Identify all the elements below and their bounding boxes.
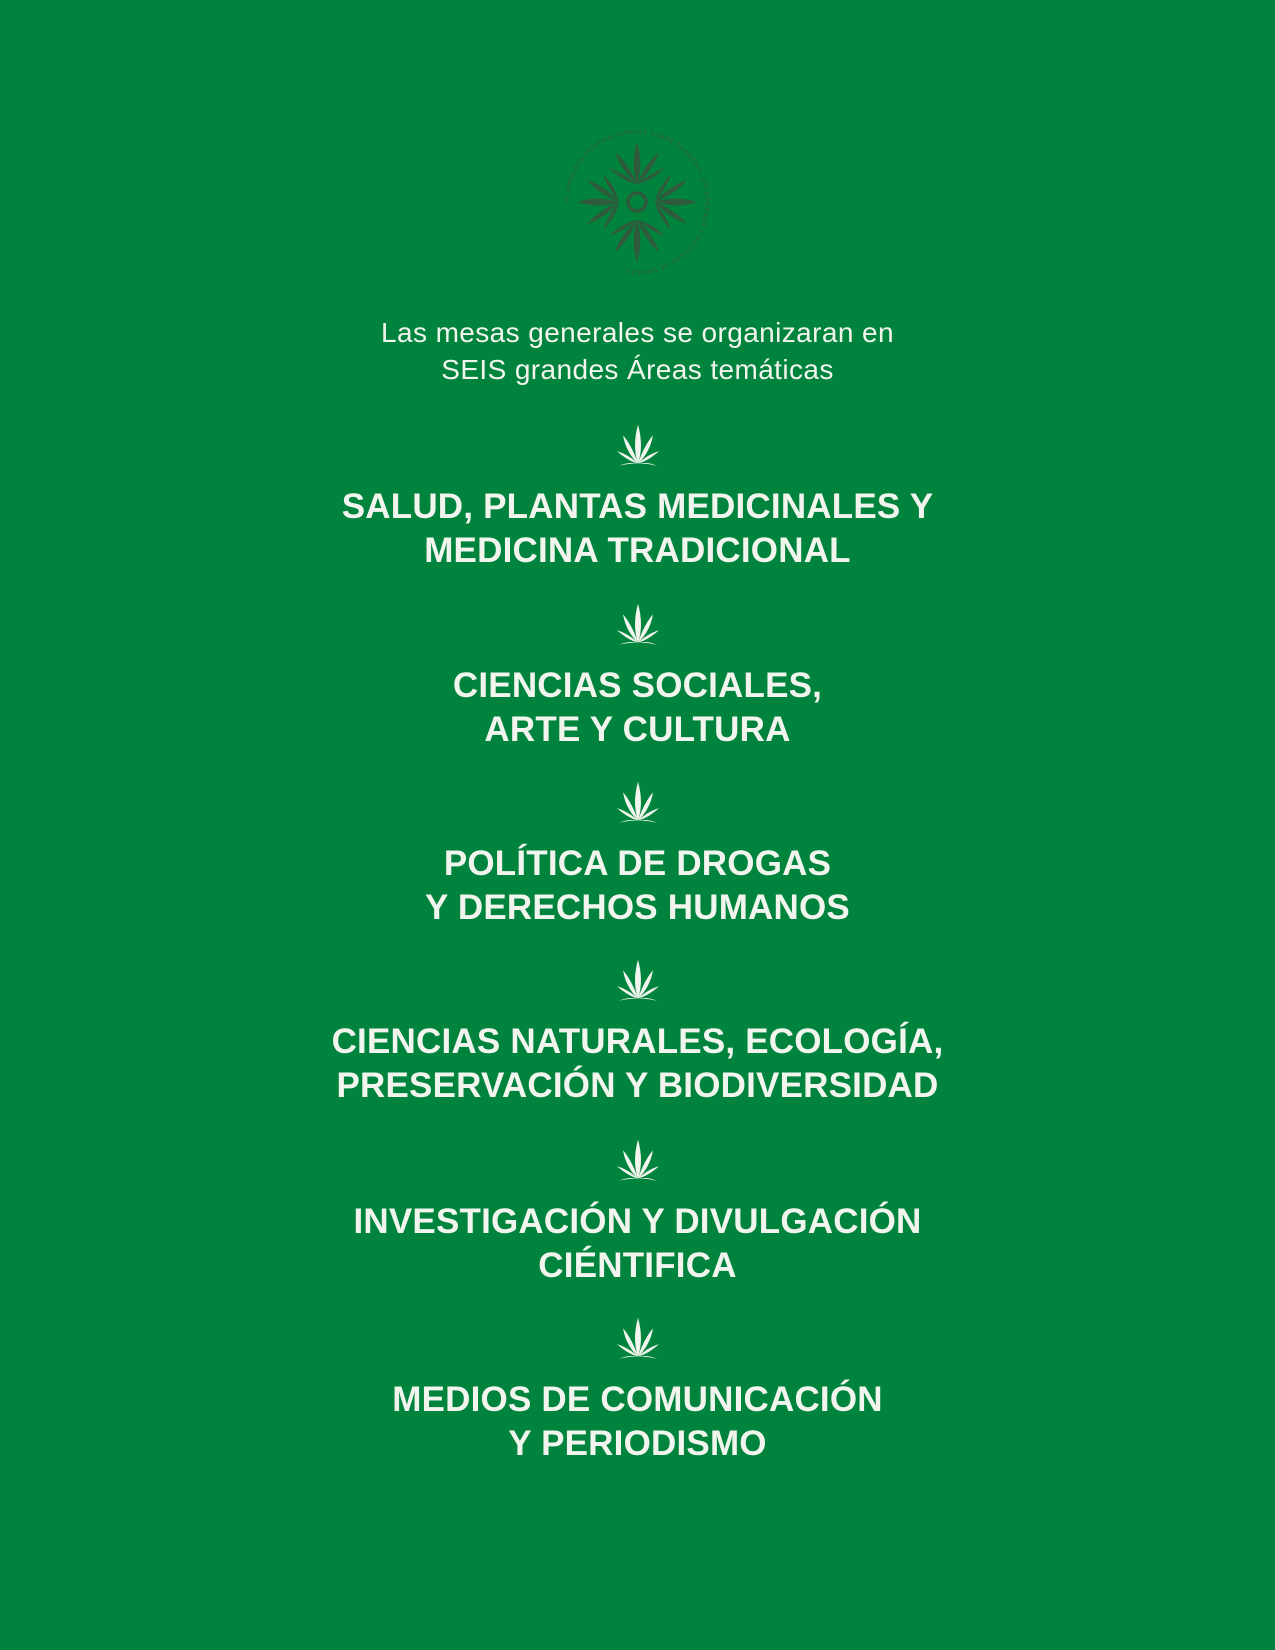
area-title-line-2: PRESERVACIÓN Y BIODIVERSIDAD	[336, 1066, 939, 1105]
area-title-line-2: MEDICINA TRADICIONAL	[424, 531, 851, 570]
area-title	[150, 664, 1125, 752]
area-title	[150, 1378, 1125, 1466]
area-title-line-1: POLÍTICA DE DROGAS	[443, 844, 832, 883]
area-title	[150, 1200, 1125, 1288]
area-item-5	[150, 1138, 1125, 1288]
cannabis-leaf-icon	[615, 958, 661, 1002]
area-title-line-1: SALUD, PLANTAS MEDICINALES Y	[341, 487, 934, 526]
svg-text:III JORNADAS INTERNACIONALES S: III JORNADAS INTERNACIONALES SOBRE CANNABIS, ENTEÓGENOS Y POLÍTICAS DE DROGAS	[563, 128, 711, 276]
area-title-line-2: CIÉNTIFICA	[538, 1246, 737, 1285]
intro-line-2: SEIS grandes Áreas temáticas	[441, 354, 834, 385]
area-item-4	[150, 958, 1125, 1108]
area-item-6	[150, 1316, 1125, 1466]
area-item-2	[150, 602, 1125, 752]
area-title-line-1: INVESTIGACIÓN Y DIVULGACIÓN	[353, 1202, 922, 1241]
area-title-line-1: CIENCIAS NATURALES, ECOLOGÍA,	[331, 1022, 944, 1061]
cannabis-leaf-seal-icon	[557, 122, 717, 282]
area-title-line-2: ARTE Y CULTURA	[484, 710, 791, 749]
area-title-line-1: CIENCIAS SOCIALES,	[452, 666, 823, 705]
intro-text	[200, 314, 1075, 388]
area-title-line-2: Y DERECHOS HUMANOS	[425, 888, 850, 927]
area-item-1	[150, 423, 1125, 573]
cannabis-leaf-icon	[615, 423, 661, 467]
area-item-3	[150, 780, 1125, 930]
cannabis-leaf-icon	[615, 780, 661, 824]
area-title	[150, 1020, 1125, 1108]
intro-line-1: Las mesas generales se organizaran en	[381, 317, 894, 348]
area-title	[150, 485, 1125, 573]
area-title	[150, 842, 1125, 930]
cannabis-leaf-icon	[615, 1316, 661, 1360]
area-title-line-2: Y PERIODISMO	[508, 1424, 767, 1463]
cannabis-leaf-icon	[615, 1138, 661, 1182]
area-title-line-1: MEDIOS DE COMUNICACIÓN	[392, 1380, 883, 1419]
cannabis-leaf-icon	[615, 602, 661, 646]
